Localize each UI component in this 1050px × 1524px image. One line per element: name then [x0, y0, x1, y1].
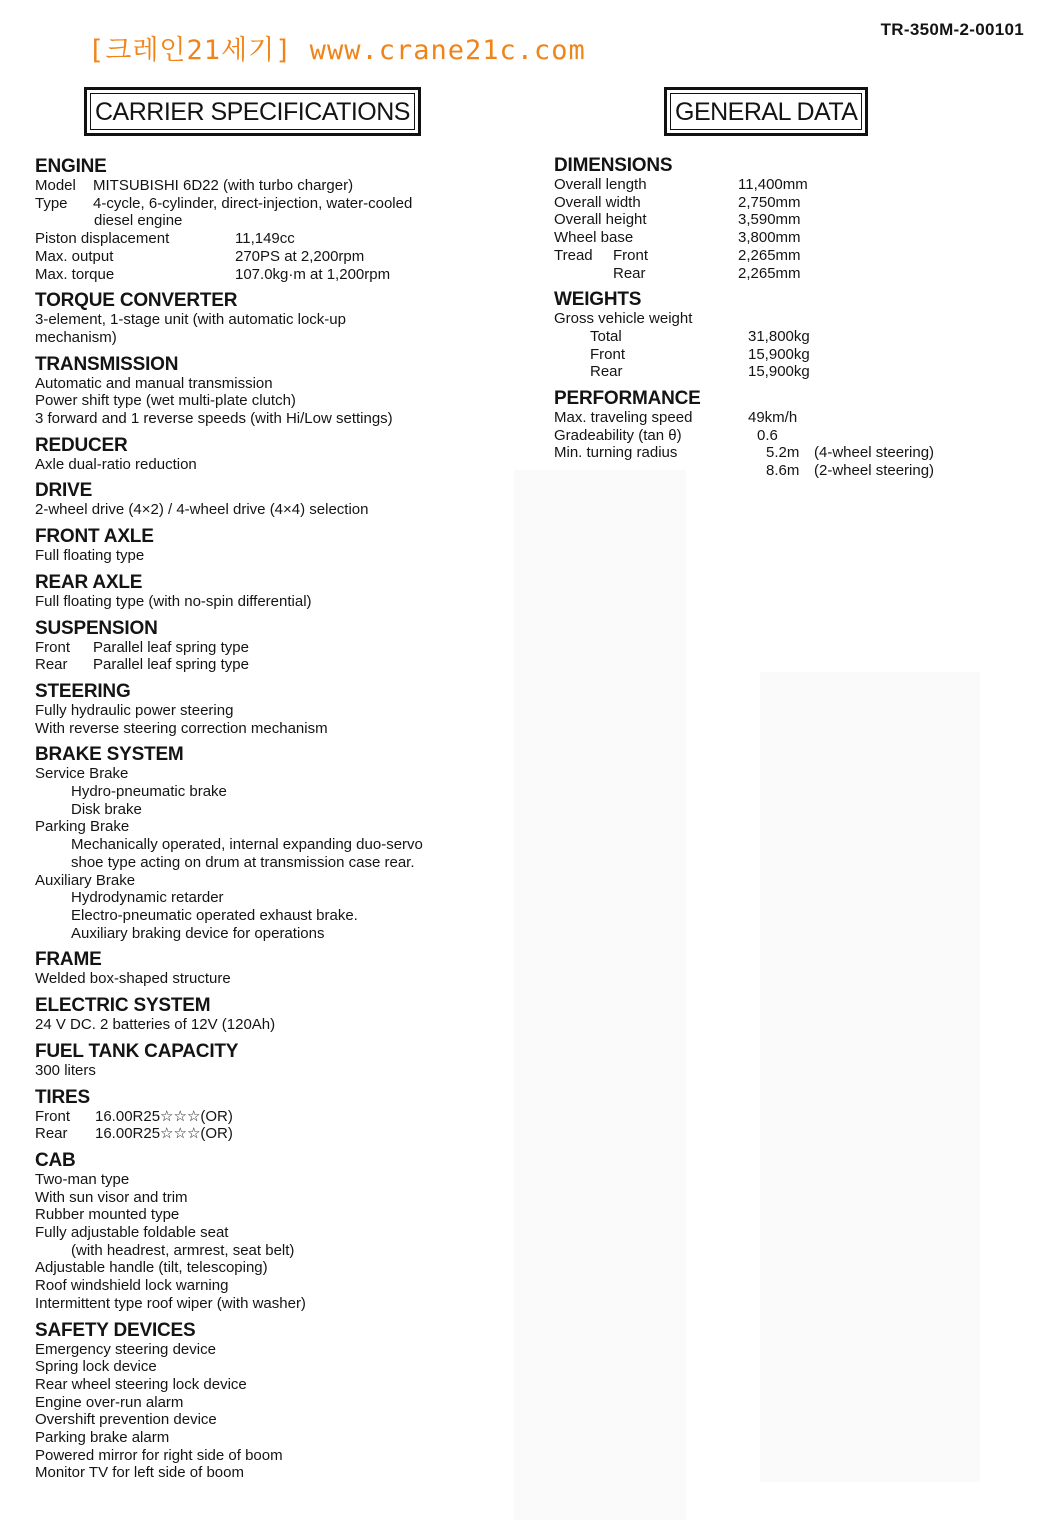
service-brake-item: Hydro-pneumatic brake — [71, 783, 227, 801]
gradeability-value: 0.6 — [757, 426, 778, 444]
dimension-label: Overall width — [554, 193, 641, 211]
transmission-line: Automatic and manual transmission — [35, 374, 273, 392]
performance-heading: PERFORMANCE — [554, 388, 701, 410]
site-watermark[interactable]: [크레인21세기] www.crane21c.com — [88, 35, 586, 66]
front-axle-heading: FRONT AXLE — [35, 526, 154, 548]
weights-heading: WEIGHTS — [554, 289, 642, 311]
safety-devices-heading: SAFETY DEVICES — [35, 1319, 196, 1341]
engine-model-row — [35, 177, 505, 195]
steering-heading: STEERING — [35, 680, 131, 702]
turning-radius-note: (4-wheel steering) — [814, 444, 935, 462]
drive-line: 2-wheel drive (4×2) / 4-wheel drive (4×4) selection — [35, 501, 369, 519]
tread-spacer — [554, 265, 613, 283]
drive-heading: DRIVE — [35, 480, 93, 502]
tread-rear-label: Rear — [613, 264, 646, 282]
cab-line: Adjustable handle (tilt, telescoping) — [35, 1259, 268, 1277]
gradeability-row — [554, 427, 1024, 445]
suspension-row — [35, 656, 505, 674]
dimensions-heading: DIMENSIONS — [554, 155, 673, 176]
parking-brake-item: shoe type acting on drum at transmission case rear. — [71, 853, 415, 871]
tire-value: 16.00R25☆☆☆(OR) — [95, 1107, 233, 1125]
service-brake-item: Disk brake — [71, 800, 142, 818]
tread-front-value: 2,265mm — [738, 246, 801, 264]
carrier-specifications-column — [35, 156, 505, 1482]
engine-spec-value: 270PS at 2,200rpm — [235, 247, 365, 265]
dimension-label: Overall length — [554, 176, 647, 193]
front-axle-line: Full floating type — [35, 547, 145, 565]
tread-rear-value: 2,265mm — [738, 264, 801, 282]
engine-spec-value: 11,149cc — [235, 230, 295, 248]
dimension-label: Overall height — [554, 211, 647, 229]
safety-device-item: Parking brake alarm — [35, 1429, 170, 1447]
dimension-value: 3,800mm — [738, 229, 801, 247]
rear-axle-line: Full floating type (with no-spin differential) — [35, 592, 312, 610]
dimension-row — [554, 211, 1024, 229]
engine-spec-value: 107.0kg·m at 1,200rpm — [235, 265, 391, 283]
auxiliary-brake-item: Electro-pneumatic operated exhaust brake. — [71, 906, 358, 924]
frame-heading: FRAME — [35, 949, 102, 971]
tire-row — [35, 1125, 505, 1143]
weight-value: 15,900kg — [748, 345, 810, 363]
dimension-value: 3,590mm — [738, 211, 801, 229]
safety-device-item: Overshift prevention device — [35, 1411, 217, 1429]
tire-label: Rear — [35, 1125, 68, 1143]
safety-device-item: Engine over-run alarm — [35, 1393, 184, 1411]
tires-heading: TIRES — [35, 1086, 90, 1108]
dimension-row — [554, 229, 1024, 247]
turning-radius-label: Min. turning radius — [554, 444, 678, 462]
paper-shade — [514, 470, 686, 1520]
transmission-heading: TRANSMISSION — [35, 353, 179, 375]
auxiliary-brake-item: Hydrodynamic retarder — [71, 889, 224, 907]
tire-label: Front — [35, 1107, 71, 1125]
safety-device-item: Powered mirror for right side of boom — [35, 1446, 283, 1464]
fuel-tank-heading: FUEL TANK CAPACITY — [35, 1040, 239, 1062]
electric-system-line: 24 V DC. 2 batteries of 12V (120Ah) — [35, 1016, 276, 1034]
steering-line: Fully hydraulic power steering — [35, 701, 234, 719]
torque-converter-line: 3-element, 1-stage unit (with automatic lock-up — [35, 311, 346, 329]
suspension-label: Rear — [35, 656, 68, 674]
dimension-row — [554, 194, 1024, 212]
engine-model-value: MITSUBISHI 6D22 (with turbo charger) — [93, 177, 354, 194]
auxiliary-brake-item: Auxiliary braking device for operations — [71, 924, 325, 942]
torque-converter-line: mechanism) — [35, 328, 117, 346]
cab-line: Roof windshield lock warning — [35, 1277, 229, 1295]
general-data-title: GENERAL DATA — [664, 87, 868, 136]
carrier-specifications-title: CARRIER SPECIFICATIONS — [84, 87, 421, 136]
engine-spec-row — [35, 248, 505, 266]
reducer-line: Axle dual-ratio reduction — [35, 455, 197, 473]
cab-line: With sun visor and trim — [35, 1188, 188, 1206]
tire-row — [35, 1108, 505, 1126]
engine-type-value: 4-cycle, 6-cylinder, direct-injection, water-cooled — [93, 194, 413, 212]
turning-radius-spacer — [554, 462, 766, 480]
engine-spec-label: Max. torque — [35, 265, 115, 283]
gradeability-label: Gradeability (tan θ) — [554, 426, 682, 444]
turning-radius-row — [554, 444, 1024, 462]
weight-value: 31,800kg — [748, 327, 810, 345]
weight-indent — [554, 346, 590, 364]
frame-line: Welded box-shaped structure — [35, 970, 231, 988]
weight-label: Front — [590, 345, 626, 363]
engine-type-row — [35, 195, 505, 213]
turning-radius-value: 5.2m — [766, 444, 800, 462]
turning-radius-note: (2-wheel steering) — [814, 462, 935, 480]
suspension-value: Parallel leaf spring type — [93, 656, 249, 674]
weight-value: 15,900kg — [748, 363, 810, 381]
safety-device-item: Emergency steering device — [35, 1340, 216, 1358]
speed-value: 49km/h — [748, 409, 798, 427]
tire-value: 16.00R25☆☆☆(OR) — [95, 1125, 233, 1143]
safety-device-item: Spring lock device — [35, 1358, 157, 1376]
cab-line: Two-man type — [35, 1170, 130, 1188]
tread-label: Tread — [554, 246, 593, 264]
weight-label: Rear — [590, 363, 623, 381]
suspension-heading: SUSPENSION — [35, 617, 158, 639]
weight-indent — [554, 328, 590, 346]
engine-model-label: Model — [35, 177, 76, 194]
suspension-value: Parallel leaf spring type — [93, 638, 249, 656]
rear-axle-heading: REAR AXLE — [35, 571, 143, 593]
engine-type-label: Type — [35, 194, 68, 212]
steering-line: With reverse steering correction mechanism — [35, 719, 328, 737]
fuel-tank-line: 300 liters — [35, 1061, 96, 1079]
weight-row — [554, 363, 1024, 381]
tread-front-row — [554, 247, 1024, 265]
general-data-column — [554, 155, 1024, 480]
safety-device-item: Monitor TV for left side of boom — [35, 1464, 244, 1482]
electric-system-heading: ELECTRIC SYSTEM — [35, 995, 211, 1017]
cab-line-indented: (with headrest, armrest, seat belt) — [71, 1241, 295, 1259]
cab-line: Rubber mounted type — [35, 1206, 180, 1224]
dimension-value: 2,750mm — [738, 193, 801, 211]
tread-rear-row — [554, 265, 1024, 283]
turning-radius-value: 8.6m — [766, 462, 800, 480]
cab-line: Intermittent type roof wiper (with washer) — [35, 1294, 306, 1312]
cab-heading: CAB — [35, 1149, 76, 1171]
speed-row — [554, 409, 1024, 427]
weight-indent — [554, 363, 590, 381]
transmission-line: Power shift type (wet multi-plate clutch) — [35, 392, 296, 410]
engine-spec-row — [35, 266, 505, 284]
brake-system-heading: BRAKE SYSTEM — [35, 744, 184, 766]
reducer-heading: REDUCER — [35, 434, 128, 456]
service-brake-label: Service Brake — [35, 765, 129, 783]
weight-row — [554, 328, 1024, 346]
paper-shade — [760, 672, 980, 1482]
gross-weight-label: Gross vehicle weight — [554, 310, 693, 328]
suspension-label: Front — [35, 638, 71, 656]
cab-line: Fully adjustable foldable seat — [35, 1224, 229, 1242]
torque-converter-heading: TORQUE CONVERTER — [35, 290, 238, 312]
dimension-row — [554, 176, 1024, 194]
engine-spec-label: Max. output — [35, 247, 114, 265]
engine-heading: ENGINE — [35, 156, 107, 177]
dimension-label: Wheel base — [554, 229, 634, 247]
auxiliary-brake-label: Auxiliary Brake — [35, 871, 136, 889]
weight-label: Total — [590, 327, 622, 345]
transmission-line: 3 forward and 1 reverse speeds (with Hi/Low settings) — [35, 410, 393, 428]
safety-device-item: Rear wheel steering lock device — [35, 1375, 247, 1393]
turning-radius-row — [554, 462, 1024, 480]
engine-spec-row — [35, 230, 505, 248]
dimension-value: 11,400mm — [738, 176, 808, 193]
tread-front-label: Front — [613, 246, 649, 264]
suspension-row — [35, 639, 505, 657]
engine-spec-label: Piston displacement — [35, 230, 170, 248]
engine-type-value-cont: diesel engine — [94, 212, 183, 230]
parking-brake-label: Parking Brake — [35, 818, 130, 836]
parking-brake-item: Mechanically operated, internal expanding duo-servo — [71, 836, 423, 854]
speed-label: Max. traveling speed — [554, 409, 693, 427]
document-number: TR-350M-2-00101 — [880, 20, 1024, 39]
weight-row — [554, 346, 1024, 364]
